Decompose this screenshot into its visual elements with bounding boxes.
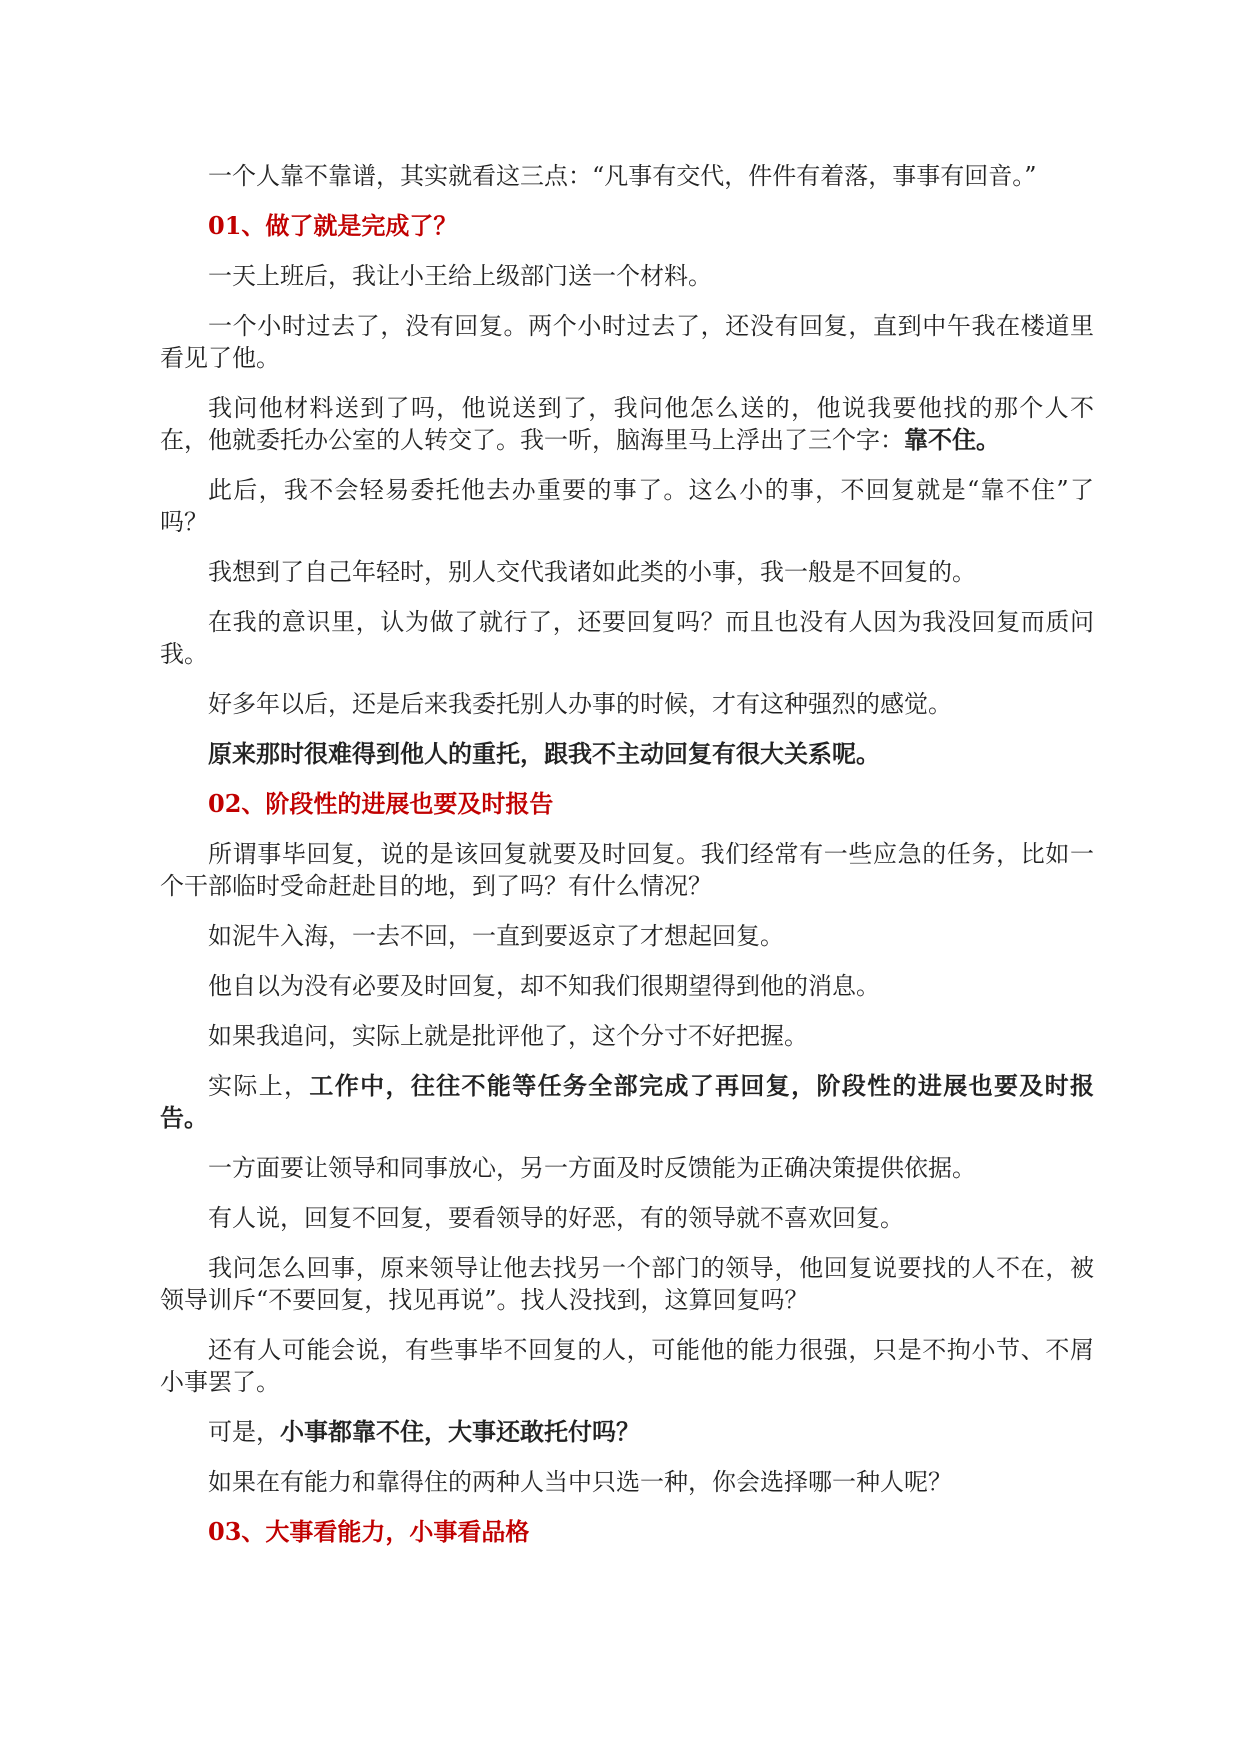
paragraph-text: 此后，我不会轻易委托他去办重要的事了。这么小的事，不回复就是“靠不住”了吗？ <box>160 476 1094 536</box>
body-paragraph <box>160 738 1094 770</box>
body-paragraph <box>160 688 1094 720</box>
paragraph-text: 我想到了自己年轻时，别人交代我诸如此类的小事，我一般是不回复的。 <box>208 558 976 586</box>
paragraph-text: 如果在有能力和靠得住的两种人当中只选一种，你会选择哪一种人呢？ <box>208 1468 952 1496</box>
paragraph-text: 实际上， <box>208 1072 310 1100</box>
body-paragraph <box>160 1152 1094 1184</box>
emphasis-text: 靠不住。 <box>904 425 1000 454</box>
body-paragraph <box>160 970 1094 1002</box>
paragraph-text: 一天上班后，我让小王给上级部门送一个材料。 <box>208 262 712 290</box>
paragraph-text: 还有人可能会说，有些事毕不回复的人，可能他的能力很强，只是不拘小节、不屑小事罢了。 <box>160 1336 1094 1396</box>
body-paragraph <box>160 920 1094 952</box>
paragraph-text: 如果我追问，实际上就是批评他了，这个分寸不好把握。 <box>208 1022 808 1050</box>
section-heading <box>160 1516 1094 1548</box>
paragraph-text: 如泥牛入海，一去不回，一直到要返京了才想起回复。 <box>208 922 784 950</box>
paragraph-text: 一个人靠不靠谱，其实就看这三点：“凡事有交代，件件有着落，事事有回音。” <box>208 162 1037 190</box>
body-paragraph <box>160 606 1094 670</box>
body-paragraph <box>160 160 1094 192</box>
body-paragraph <box>160 1334 1094 1398</box>
paragraph-text: 02、阶段性的进展也要及时报告 <box>208 789 554 818</box>
paragraph-text: 所谓事毕回复，说的是该回复就要及时回复。我们经常有一些应急的任务，比如一个干部临时受命赶赴目的地，到了吗？有什么情况？ <box>160 840 1094 900</box>
section-heading <box>160 210 1094 242</box>
paragraph-text: 好多年以后，还是后来我委托别人办事的时候，才有这种强烈的感觉。 <box>208 690 952 718</box>
paragraph-text: 一方面要让领导和同事放心，另一方面及时反馈能为正确决策提供依据。 <box>208 1154 976 1182</box>
paragraph-text: 原来那时很难得到他人的重托，跟我不主动回复有很大关系呢。 <box>208 739 880 768</box>
body-paragraph <box>160 1070 1094 1134</box>
paragraph-text: 有人说，回复不回复，要看领导的好恶，有的领导就不喜欢回复。 <box>208 1204 904 1232</box>
body-paragraph <box>160 392 1094 456</box>
body-paragraph <box>160 260 1094 292</box>
emphasis-text: 小事都靠不住，大事还敢托付吗？ <box>280 1417 640 1446</box>
paragraph-text: 我问他材料送到了吗，他说送到了，我问他怎么送的，他说我要他找的那个人不在，他就委托办公室的人转交了。我一听，脑海里马上浮出了三个字： <box>160 394 1094 454</box>
body-paragraph <box>160 1466 1094 1498</box>
body-paragraph <box>160 838 1094 902</box>
document-page <box>160 160 1094 1566</box>
body-paragraph <box>160 1416 1094 1448</box>
paragraph-text: 在我的意识里，认为做了就行了，还要回复吗？而且也没有人因为我没回复而质问我。 <box>160 608 1094 668</box>
paragraph-text: 他自以为没有必要及时回复，却不知我们很期望得到他的消息。 <box>208 972 880 1000</box>
paragraph-text: 一个小时过去了，没有回复。两个小时过去了，还没有回复，直到中午我在楼道里看见了他。 <box>160 312 1094 372</box>
body-paragraph <box>160 1252 1094 1316</box>
paragraph-text: 可是， <box>208 1418 280 1446</box>
section-heading <box>160 788 1094 820</box>
paragraph-text: 我问怎么回事，原来领导让他去找另一个部门的领导，他回复说要找的人不在，被领导训斥“不要回复，找见再说”。找人没找到，这算回复吗？ <box>160 1254 1094 1314</box>
body-paragraph <box>160 556 1094 588</box>
emphasis-text: 工作中，往往不能等任务全部完成了再回复，阶段性的进展也要及时报告。 <box>160 1071 1095 1132</box>
body-paragraph <box>160 1020 1094 1052</box>
body-paragraph <box>160 1202 1094 1234</box>
body-paragraph <box>160 474 1094 538</box>
paragraph-text: 03、大事看能力，小事看品格 <box>208 1517 530 1546</box>
body-paragraph <box>160 310 1094 374</box>
paragraph-text: 01、做了就是完成了？ <box>208 211 458 240</box>
